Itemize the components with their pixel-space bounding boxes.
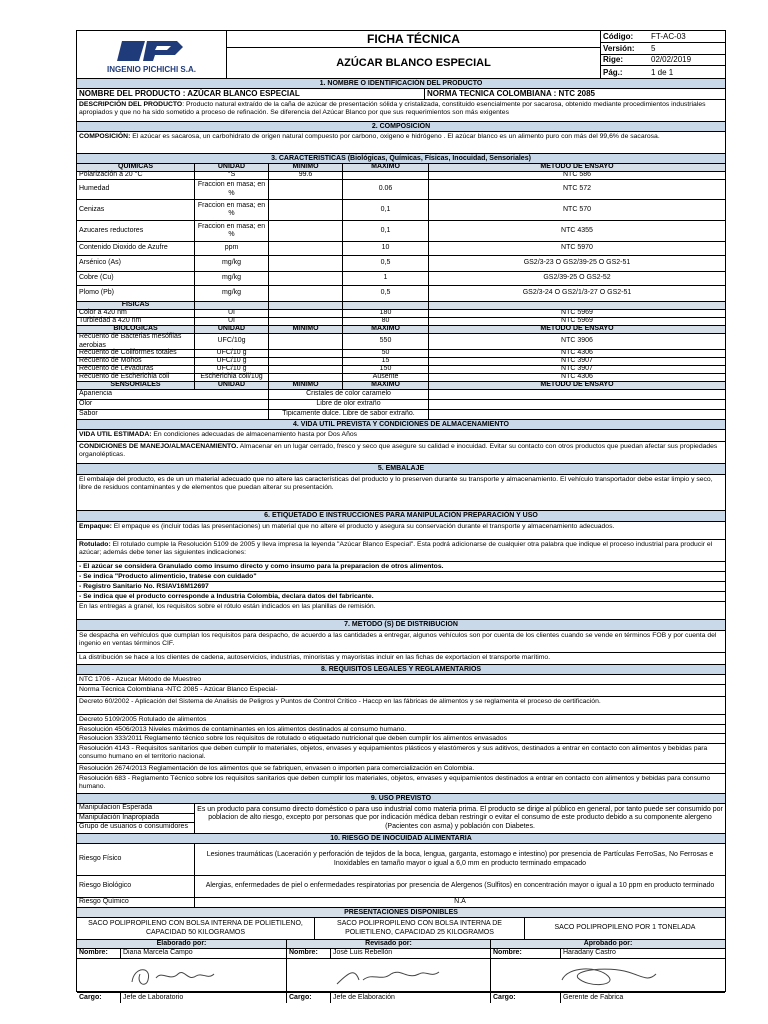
table-cell: Turbiedad a 420 nm — [77, 318, 195, 325]
table-cell — [429, 400, 725, 409]
paragraph-text: Resolución 2674/2013 Reglamentación de los alimentos que se fabriquen, envasen o importen para comercialización en Colombia. — [79, 765, 475, 772]
table-cell: Apariencia — [77, 390, 269, 399]
paragraph-text: Resolución 4506/2013 Niveles máximos de contaminantes en los alimentos destinados al consumo humano. — [79, 726, 407, 733]
product-name: NOMBRE DEL PRODUCTO : AZÚCAR BLANCO ESPECIAL — [77, 89, 425, 99]
table-cell: NTC 4306 — [561, 373, 593, 381]
signature — [77, 959, 287, 992]
table-cell: UI — [195, 310, 269, 317]
condiciones — [77, 442, 725, 464]
table-cell: METODO DE ENSAYO — [540, 325, 614, 333]
paragraph-text: En condiciones adecuadas de almacenamiento hasta por Dos Años — [151, 431, 358, 438]
table-cell — [429, 410, 725, 419]
presentacion: SACO POLIPROPILENO POR 1 TONELADA — [554, 924, 696, 932]
table-cell: GS2/3-23 O GS2/39-25 O GS2-51 — [523, 259, 631, 267]
composition — [77, 132, 725, 154]
firmas-cargos — [77, 993, 725, 1003]
table-cell — [269, 272, 343, 285]
paragraph-text: El embalaje del producto, es de un un material adecuado que no altere las características del producto y lo preserven durante su transporte y almacenamiento. El vehículo transportador debe estar limpio y seco, libre de residuos contaminantes y de elementos que puedan alterar su presentación. — [79, 476, 713, 491]
logo-icon — [117, 35, 187, 65]
table-cell: UFC/10 g — [195, 366, 269, 373]
table-cell: MAXIMO — [343, 164, 429, 171]
table-cell: Humedad — [77, 180, 195, 199]
meta-label: Pág.: — [603, 67, 623, 77]
table-cell: Recuento de Escherichia coli — [77, 374, 195, 381]
table-cell: UNIDAD — [195, 382, 269, 389]
meta-row — [601, 66, 725, 78]
presentaciones — [77, 918, 725, 940]
table-row — [77, 374, 725, 382]
legal-item — [77, 734, 725, 744]
table-cell: NTC 5969 — [561, 309, 593, 317]
table-cell: 99.6 — [269, 172, 343, 179]
cargo-value: Jefe de Laboratorio — [121, 993, 287, 1003]
table-cell: Polarización a 20 °C — [77, 172, 195, 179]
legal-item — [77, 764, 725, 774]
distribucion-1 — [77, 631, 725, 653]
table-cell: NTC 5970 — [561, 244, 593, 252]
riesgo-row — [77, 844, 725, 876]
table-cell: NTC 4306 — [561, 349, 593, 357]
table-cell — [429, 390, 725, 399]
meta-label: Versión: — [603, 43, 635, 53]
table-cell — [269, 350, 343, 357]
legal-item — [77, 725, 725, 734]
presentacion: SACO POLIPROPILENO CON BOLSA INTERNA DE POLIETILENO, CAPACIDAD 50 KILOGRAMOS — [77, 918, 315, 939]
table-cell: Recuento de Levaduras — [77, 366, 195, 373]
nombre-value: José Luis Rebellón — [331, 949, 491, 958]
table-cell: NTC 3907 — [561, 365, 593, 373]
section-title: 4. VIDA UTIL PREVISTA Y CONDICIONES DE ALMACENAMIENTO — [77, 420, 725, 430]
doc-title: FICHA TÉCNICA — [227, 31, 600, 48]
table-cell — [269, 242, 343, 255]
paragraph-text: El empaque es (incluir todas las presentaciones) un material que no altere el producto y asegura su conservación durante el transporte y almacenamiento adecuados. — [111, 523, 615, 530]
firma-head: Elaborado por: — [77, 940, 287, 948]
table-cell: NTC 3907 — [561, 357, 593, 365]
meta-row — [601, 43, 725, 55]
table-cell — [269, 256, 343, 271]
section-title: 7. METODO (S) DE DISTRIBUCION — [77, 620, 725, 631]
meta-value: FT-AC-03 — [651, 31, 686, 41]
meta-label: Rige: — [603, 55, 623, 65]
table-cell: 50 — [343, 350, 429, 357]
product-description — [77, 100, 725, 122]
riesgo-text: Alergias, enfermedades de piel o enfermedades respiratorias por presencia de Alergenos (Sulfitos) en concentración mayor o igual a 10 ppm en producto terminado — [205, 882, 715, 890]
table-cell: GS2/39-25 O GS2-52 — [543, 274, 611, 282]
legal-item — [77, 675, 725, 685]
paragraph-text: : Producto natural extraído de la caña de azúcar de presentación sólida y cristalizada, constituido esencialmente por sacarosa, obtenido mediante procedimientos industriales apropiados y que no ha sido sometido a proceso de refinación. Se diferencia del Azúcar Blanco por que sus requerimientos son más exigentes — [79, 101, 706, 116]
section-title: 8. REQUISITOS LEGALES Y REGLAMENTARIOS — [77, 665, 725, 675]
signature-scribble — [122, 962, 242, 990]
sensoriales-header — [77, 382, 725, 390]
firmas-signatures — [77, 959, 725, 993]
table-cell: UFC/10g — [195, 334, 269, 349]
nombre-value: Haradany Castro — [563, 949, 616, 957]
product-name-row — [77, 89, 725, 100]
firma-head: Revisado por: — [287, 940, 491, 948]
presentacion: SACO POLIPROPILENO CON BOLSA INTERNA DE POLIETILENO, CAPACIDAD 25 KILOGRAMOS — [315, 918, 525, 939]
table-cell: Sabor — [77, 410, 269, 419]
company-name: INGENIO PICHICHI S.A. — [107, 65, 196, 74]
riesgo-text: Lesiones traumáticas (Laceración y perforación de tejidos de la boca, lengua, garganta, estomago e intestino) por presencia de Partículas FerroSas, No Ferrosas e Inoxidables en tamaño mayor o igual a 6,0 mm en producto terminado empacado — [206, 851, 714, 867]
table-cell: UNIDAD — [195, 164, 269, 171]
legal-item — [77, 744, 725, 764]
table-cell: Color a 420 nm — [77, 310, 195, 317]
uso-previsto — [77, 804, 725, 834]
table-row — [77, 221, 725, 242]
table-cell — [343, 172, 429, 179]
section-title: 5. EMBALAJE — [77, 464, 725, 475]
cargo-label: Cargo: — [77, 993, 121, 1003]
nombre-label: Nombre: — [491, 949, 561, 958]
table-cell: UI — [195, 318, 269, 325]
table-cell: MAXIMO — [343, 326, 429, 333]
table-row — [77, 200, 725, 221]
table-cell: SENSORIALES — [77, 382, 195, 389]
section-title: 2. COMPOSICIÓN — [77, 122, 725, 132]
table-row — [77, 350, 725, 358]
header — [77, 31, 725, 79]
table-row — [77, 410, 725, 420]
riesgo-text: N.A — [454, 898, 466, 906]
table-cell: 0,1 — [343, 221, 429, 241]
table-cell — [269, 302, 343, 309]
table-row — [77, 318, 725, 326]
paragraph-label: VIDA UTIL ESTIMADA: — [79, 431, 152, 438]
label-item: - Se indica que el producto corresponde a Industria Colombia, declara datos del fabricante. — [77, 592, 725, 602]
section-title: 10. RIESGO DE INOCUIDAD ALIMENTARIA — [77, 834, 725, 844]
table-cell — [269, 221, 343, 241]
cargo-label: Cargo: — [287, 993, 331, 1003]
table-row — [77, 400, 725, 410]
table-cell — [269, 286, 343, 301]
paragraph-text: Norma Técnica Colombiana -NTC 2085 - Azúcar Blanco Especial- — [79, 686, 278, 693]
section-title: 9. USO PREVISTO — [77, 794, 725, 804]
nombre-label: Nombre: — [77, 949, 121, 958]
table-cell: 10 — [343, 242, 429, 255]
table-cell: 0,1 — [343, 200, 429, 220]
paragraph-text: Decreto 5109/2005 Rotulado de alimentos — [79, 716, 207, 723]
company-logo — [77, 31, 227, 78]
riesgo-label: Riesgo Físico — [77, 844, 195, 875]
table-row — [77, 242, 725, 256]
table-cell: UFC/10 g — [195, 358, 269, 365]
table-cell: 0,5 — [343, 256, 429, 271]
table-cell: Plomo (Pb) — [77, 286, 195, 301]
table-cell: GS2/3-24 O GS2/1/3-27 O GS2-51 — [522, 289, 632, 297]
table-cell: QUIMICAS — [77, 164, 195, 171]
table-cell: MINIMO — [269, 164, 343, 171]
table-row — [77, 390, 725, 400]
label-item: - El azúcar se considera Granulado como insumo directo y como insumo para la preparacion de otros alimentos. — [77, 562, 725, 572]
table-cell — [269, 180, 343, 199]
table-cell: 15 — [343, 358, 429, 365]
meta-label: Código: — [603, 31, 634, 41]
table-cell — [269, 358, 343, 365]
table-cell: Cobre (Cu) — [77, 272, 195, 285]
table-row — [77, 286, 725, 302]
signature-scribble — [329, 962, 449, 990]
meta-row — [601, 55, 725, 67]
table-cell: BIOLOGICAS — [77, 326, 195, 333]
table-cell: Recuento de Mohos — [77, 358, 195, 365]
doc-meta — [601, 31, 725, 78]
table-cell: 0.06 — [343, 180, 429, 199]
cargo-value: Gerente de Fabrica — [563, 993, 624, 1001]
doc-subtitle: AZÚCAR BLANCO ESPECIAL — [336, 57, 491, 69]
paragraph-label: COMPOSICIÓN: — [79, 133, 131, 140]
firma-head: Aprobado por: — [583, 939, 633, 947]
table-cell: Fraccion en masa; en % — [195, 200, 269, 220]
table-cell: MINIMO — [269, 326, 343, 333]
table-cell: METODO DE ENSAYO — [540, 381, 614, 389]
table-cell — [269, 374, 343, 381]
table-cell: MINIMO — [269, 382, 343, 389]
table-cell: Arsénico (As) — [77, 256, 195, 271]
table-row — [77, 358, 725, 366]
table-cell: NTC 5969 — [561, 317, 593, 325]
table-cell: MAXIMO — [343, 382, 429, 389]
table-cell — [269, 200, 343, 220]
table-cell: 550 — [343, 334, 429, 349]
fisicas-header — [77, 302, 725, 310]
riesgo-label: Riesgo Biológico — [77, 876, 195, 897]
section-title: 6. ETIQUETADO E INSTRUCCIONES PARA MANIPULACIÓN PREPARACIÓN Y USO — [77, 511, 725, 522]
paragraph-text: Resolución 4143 - Requisitos sanitarios que deben cumplir lo materiales, objetos, envases y equipamientos plásticos y elastómeros y sus aditivos, destinados a entrar en contacto con alimentos y bebidas para consumo humano en el territorio nacional. — [79, 745, 708, 760]
table-cell: mg/kg — [195, 256, 269, 271]
product-norm: NORMA TECNICA COLOMBIANA : NTC 2085 — [427, 89, 596, 99]
table-cell: Azucares reductores — [77, 221, 195, 241]
content — [77, 79, 725, 1003]
nombre-label: Nombre: — [287, 949, 331, 958]
section-title: PRESENTACIONES DISPONIBLES — [77, 908, 725, 918]
table-row — [77, 256, 725, 272]
distribucion-2 — [77, 653, 725, 665]
paragraph-text: Resolucion 333/2011 Reglamento técnico sobre los requisitos de rotulado o etiquetado nutricional que deben cumplir los alimentos envasados — [79, 735, 507, 742]
paragraph-label: Empaque: — [79, 523, 112, 530]
paragraph-label: Rotulado: — [79, 541, 111, 548]
section-title: 3. CARACTERISTICAS (Biológicas, Químicas, Físicas, Inocuidad, Sensoriales) — [77, 154, 725, 164]
table-cell: 1 — [343, 272, 429, 285]
table-cell: Recuento de Coliformes totales — [77, 350, 195, 357]
table-row — [77, 366, 725, 374]
table-cell: Contenido Dioxido de Azufre — [77, 242, 195, 255]
meta-row — [601, 31, 725, 43]
table-row — [77, 272, 725, 286]
signature — [287, 959, 491, 992]
table-cell: NTC 586 — [562, 171, 591, 179]
table-cell: Recuento de Bacterias mesófilas aerobias — [77, 334, 195, 349]
table-cell: Libre de olor extraño — [269, 400, 429, 409]
legal-item — [77, 697, 725, 715]
paragraph-text: Se despacha en vehículos que cumplan los requisitos para despacho, de acuerdo a las cantidades a entregar, algunos vehículos son por cuenta de los clientes cuando se vende en términos FOB y por cuenta del ingenio en ventas términos CIF. — [79, 632, 717, 647]
table-cell — [269, 334, 343, 349]
table-cell: FISICAS — [77, 302, 195, 309]
table-cell: °S — [195, 172, 269, 179]
table-cell: Ausente — [343, 374, 429, 381]
title-box — [227, 31, 601, 78]
table-cell — [269, 310, 343, 317]
rotulado — [77, 540, 725, 562]
paragraph-text: Decreto 60/2002 - Aplicación del Sistema de Analisis de Peligros y Puntos de Control Crítico - Haccp en las fábricas de alimentos y se reglamenta el proceso de certificación. — [79, 698, 601, 705]
table-row — [77, 180, 725, 200]
table-cell — [269, 318, 343, 325]
table-cell: NTC 570 — [562, 205, 591, 213]
vida-util — [77, 430, 725, 442]
table-cell: mg/kg — [195, 286, 269, 301]
label-item: - Registro Sanitario No. RSIAV16M12697 — [77, 582, 725, 592]
uso-label: Grupo de usuarios o consumidores — [79, 823, 188, 831]
paragraph-text: Resolución 683 - Reglamento Técnico sobre los requisitos sanitarios que deben cumplir los materiales, objetos, envases y equipamientos destinados a entrar en contacto con alimentos y bebidas para consumo humano. — [79, 775, 711, 790]
table-row — [77, 310, 725, 318]
quimicas-header — [77, 164, 725, 172]
nombre-value: Diana Marcela Campo — [121, 949, 287, 958]
paragraph-text: La distribución se hace a los clientes de cadena, autoservicios, industrias, minoristas y mayoristas incluir en las fichas de exportacion el transporte marítimo. — [79, 654, 551, 661]
embalaje — [77, 475, 725, 511]
paragraph-label: DESCRIPCIÓN DEL PRODUCTO — [79, 101, 183, 108]
signature — [491, 959, 725, 992]
uso-label: Manipulación Inapropiada — [77, 814, 194, 824]
table-cell — [195, 302, 269, 309]
table-cell: Cenizas — [77, 200, 195, 220]
cargo-value: Jefe de Elaboración — [331, 993, 491, 1003]
entregas-granel — [77, 602, 725, 620]
riesgo-row — [77, 898, 725, 908]
table-cell: mg/kg — [195, 272, 269, 285]
uso-labels — [77, 804, 195, 833]
table-cell: Escherichia coli/10g — [195, 374, 269, 381]
table-cell: 180 — [343, 310, 429, 317]
table-cell: NTC 4355 — [561, 226, 593, 234]
label-item: - Se indica "Producto alimenticio, tratese con cuidado" — [77, 572, 725, 582]
table-cell: Cristales de color caramelo — [269, 390, 429, 399]
paragraph-label: CONDICIONES DE MANEJO/ALMACENAMIENTO. — [79, 443, 239, 450]
empaque — [77, 522, 725, 540]
paragraph-text: En las entregas a granel, los requisitos sobre el rótulo están indicados en las planillas de remisión. — [79, 603, 376, 610]
firmas-nombres — [77, 949, 725, 959]
table-cell: ppm — [195, 242, 269, 255]
table-cell: UFC/10 g — [195, 350, 269, 357]
firmas-heads — [77, 940, 725, 949]
riesgo-label: Riesgo Químico — [77, 898, 195, 907]
table-cell: Tipicamente dulce. Libre de sabor extraño. — [269, 410, 429, 419]
table-cell: NTC 572 — [562, 185, 591, 193]
table-cell: 80 — [343, 318, 429, 325]
signature-scribble — [548, 962, 668, 990]
cargo-label: Cargo: — [491, 993, 561, 1003]
table-cell — [269, 366, 343, 373]
section-title: 1. NOMBRE O IDENTIFICACIÓN DEL PRODUCTO — [77, 79, 725, 89]
legal-item — [77, 715, 725, 725]
legal-item — [77, 685, 725, 697]
table-row — [77, 334, 725, 350]
meta-value: 5 — [651, 43, 656, 53]
table-cell: Fraccion en masa; en % — [195, 221, 269, 241]
paragraph-text: Almacenar en un lugar cerrado, fresco y seco que asegure su calidad e inocuidad. Evitar su contacto con otros productos que puedan afectar sus propiedades organolépticas. — [79, 443, 718, 458]
meta-value: 02/02/2019 — [651, 55, 692, 65]
table-cell: 0,5 — [343, 286, 429, 301]
table-cell: METODO DE ENSAYO — [540, 163, 614, 171]
table-cell: UNIDAD — [195, 326, 269, 333]
table-row — [77, 172, 725, 180]
table-cell — [343, 302, 429, 309]
uso-text: Es un producto para consumo directo doméstico o para uso industrial como materia prima. El producto se dirige al público en general, por tanto puede ser consumido por poblacion de alto riesgo, excepto por personas que por indicación médica deban restringir o evitar el consumo de este producto debido a su componente alergeno (Pacientes con asma) y población con Diabetes. — [197, 806, 723, 830]
table-cell: 150 — [343, 366, 429, 373]
riesgo-row — [77, 876, 725, 898]
table-cell: Olor — [77, 400, 269, 409]
document-sheet — [76, 30, 726, 1001]
paragraph-text: El rotulado cumple la Resolución 5109 de 2005 y lleva impresa la leyenda "Azúcar Blanco Especial". Esta podrá adicionarse de cualquier otra palabra que indique el proceso industrial para producir el azúcar; además debe tener las siguientes indicaciones: — [79, 541, 713, 556]
meta-value: 1 de 1 — [651, 67, 674, 77]
paragraph-text: NTC 1706 - Azucar Método de Muestreo — [79, 676, 202, 683]
paragraph-text: El azúcar es sacarosa, un carbohidrato de origen natural compuesto por carbono, oxigeno e hidrógeno . El azúcar blanco es un alimento puro con más del 99,6% de sacarosa. — [130, 133, 660, 140]
legal-item — [77, 774, 725, 794]
uso-label: Manipulacion Esperada — [77, 804, 194, 814]
table-cell: NTC 3906 — [561, 337, 593, 345]
table-cell — [429, 302, 725, 309]
table-cell: Fraccion en masa; en % — [195, 180, 269, 199]
